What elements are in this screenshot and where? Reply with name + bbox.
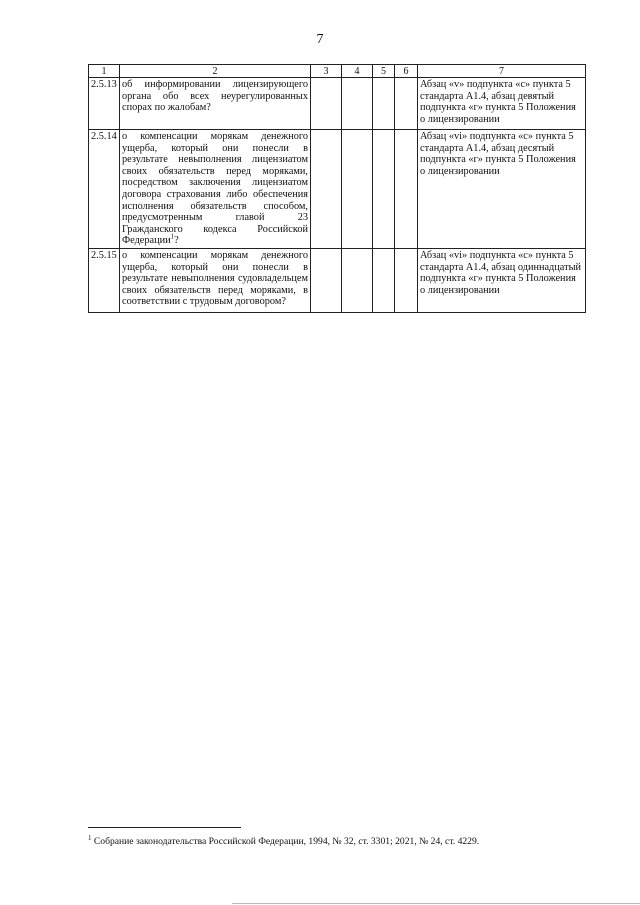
- item-question: о компенсации морякам денежного ущерба, который они понесли в результате невыполнения судовладельцем своих обязательств перед моряками, в соответствии с трудовым договором?: [120, 248, 311, 312]
- item-reference: Абзац «vi» подпункта «c» пункта 5 стандарта А1.4, абзац десятый подпункта «г» пункта 5 Положения о лицензировании: [418, 130, 586, 249]
- answer-cell: [373, 78, 395, 130]
- table-row: [89, 130, 586, 249]
- item-question: [120, 130, 311, 249]
- column-header: 6: [395, 65, 418, 78]
- answer-cell: [395, 78, 418, 130]
- column-header: 7: [418, 65, 586, 78]
- answer-cell: [342, 248, 373, 312]
- column-header: 2: [120, 65, 311, 78]
- footnote-text: Собрание законодательства Российской Федерации, 1994, № 32, ст. 3301; 2021, № 24, ст. 4229.: [91, 836, 480, 847]
- table-row: [89, 78, 586, 130]
- footnote: [88, 833, 568, 847]
- footnote-marker: 1: [170, 232, 175, 241]
- scan-edge-line: [232, 903, 640, 904]
- footnote-separator: [88, 827, 241, 828]
- item-question: об информировании лицензирующего органа обо всех неурегулированных спорах по жалобам?: [120, 78, 311, 130]
- question-text: о компенсации морякам денежного ущерба, который они понесли в результате невыполнения лицензиатом своих обязательств перед моряками, посредством заключения лицензиатом договора страхования либо обеспечения исполнения обязательств способом, предусмотренным главой 23 Гражданского кодекса Российской Федерации: [122, 131, 308, 247]
- answer-cell: [373, 130, 395, 249]
- answer-cell: [395, 130, 418, 249]
- column-header: 1: [89, 65, 120, 78]
- item-number: 2.5.13: [89, 78, 120, 130]
- answer-cell: [311, 248, 342, 312]
- answer-cell: [373, 248, 395, 312]
- item-number: 2.5.15: [89, 248, 120, 312]
- table-header-row: [89, 65, 586, 78]
- answer-cell: [395, 248, 418, 312]
- answer-cell: [342, 78, 373, 130]
- table-row: [89, 248, 586, 312]
- footnote-number: 1: [88, 833, 92, 842]
- column-header: 5: [373, 65, 395, 78]
- item-reference: Абзац «v» подпункта «c» пункта 5 стандарта А1.4, абзац девятый подпункта «г» пункта 5 Положения о лицензировании: [418, 78, 586, 130]
- checklist-table: [88, 64, 586, 313]
- item-number: 2.5.14: [89, 130, 120, 249]
- column-header: 3: [311, 65, 342, 78]
- answer-cell: [311, 78, 342, 130]
- question-mark: ?: [174, 235, 179, 247]
- answer-cell: [342, 130, 373, 249]
- page-number: 7: [316, 32, 324, 47]
- item-reference: Абзац «vi» подпункта «c» пункта 5 стандарта А1.4, абзац одиннадцатый подпункта «г» пункта 5 Положения о лицензировании: [418, 248, 586, 312]
- answer-cell: [311, 130, 342, 249]
- column-header: 4: [342, 65, 373, 78]
